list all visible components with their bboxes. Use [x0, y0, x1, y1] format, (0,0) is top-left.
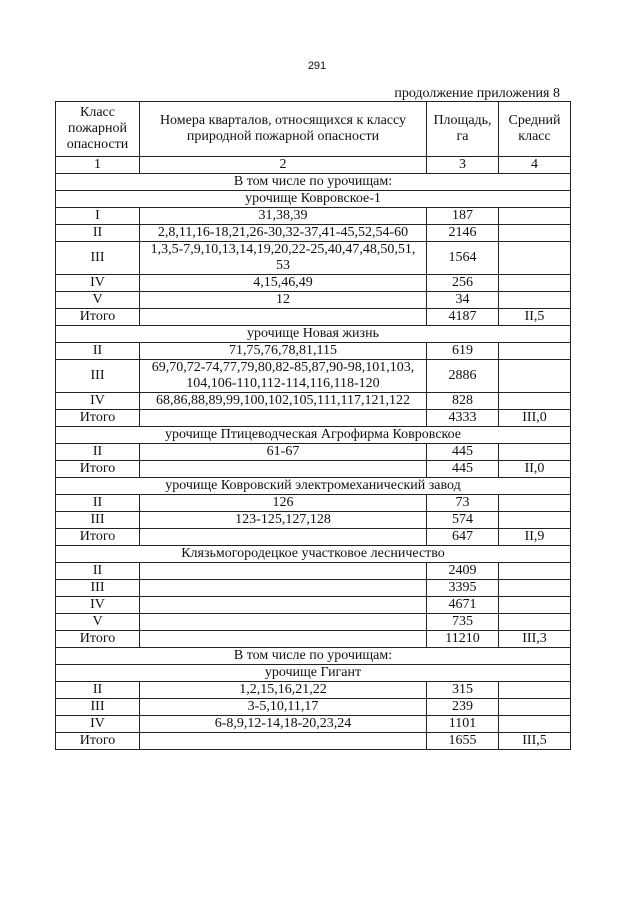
table-row	[56, 360, 571, 393]
total-row	[56, 529, 571, 546]
column-number: 4	[499, 157, 571, 174]
average-class-cell	[499, 563, 571, 580]
class-cell: IV	[56, 393, 140, 410]
area-cell: 187	[427, 208, 499, 225]
area-cell: 828	[427, 393, 499, 410]
quarters-cell: 1,2,15,16,21,22	[140, 682, 427, 699]
section-title: В том числе по урочищам:	[56, 648, 571, 665]
average-class-cell	[499, 495, 571, 512]
class-cell: II	[56, 563, 140, 580]
area-cell: 1564	[427, 242, 499, 275]
class-cell: IV	[56, 597, 140, 614]
quarters-cell	[140, 309, 427, 326]
average-class-cell	[499, 242, 571, 275]
column-number: 1	[56, 157, 140, 174]
quarters-cell: 1,3,5-7,9,10,13,14,19,20,22-25,40,47,48,50,51, 53	[140, 242, 427, 275]
section-title: урочище Гигант	[56, 665, 571, 682]
class-cell: III	[56, 580, 140, 597]
section-title: урочище Ковровское-1	[56, 191, 571, 208]
table-row	[56, 495, 571, 512]
average-class-cell	[499, 393, 571, 410]
section-row	[56, 427, 571, 444]
class-cell: Итого	[56, 309, 140, 326]
quarters-cell: 123-125,127,128	[140, 512, 427, 529]
section-title: Клязьмогородецкое участковое лесничество	[56, 546, 571, 563]
quarters-cell	[140, 614, 427, 631]
area-cell: 4333	[427, 410, 499, 427]
total-row	[56, 461, 571, 478]
section-title: урочище Ковровский электромеханический завод	[56, 478, 571, 495]
section-title: В том числе по урочищам:	[56, 174, 571, 191]
section-row	[56, 546, 571, 563]
average-class-cell	[499, 275, 571, 292]
class-cell: I	[56, 208, 140, 225]
header-row	[56, 102, 571, 157]
area-cell: 239	[427, 699, 499, 716]
average-class-cell	[499, 208, 571, 225]
section-row	[56, 478, 571, 495]
header-quarters: Номера кварталов, относящихся к классу природной пожарной опасности	[140, 102, 427, 157]
quarters-cell	[140, 631, 427, 648]
total-row	[56, 733, 571, 750]
area-cell: 256	[427, 275, 499, 292]
area-cell: 2886	[427, 360, 499, 393]
average-class-cell	[499, 597, 571, 614]
table-row	[56, 393, 571, 410]
area-cell: 1101	[427, 716, 499, 733]
table-row	[56, 292, 571, 309]
average-class-cell: II,5	[499, 309, 571, 326]
section-row	[56, 191, 571, 208]
quarters-cell: 12	[140, 292, 427, 309]
area-cell: 315	[427, 682, 499, 699]
quarters-cell: 2,8,11,16-18,21,26-30,32-37,41-45,52,54-60	[140, 225, 427, 242]
average-class-cell	[499, 360, 571, 393]
area-cell: 11210	[427, 631, 499, 648]
table-row	[56, 275, 571, 292]
quarters-cell	[140, 597, 427, 614]
total-row	[56, 631, 571, 648]
quarters-cell: 3-5,10,11,17	[140, 699, 427, 716]
section-row	[56, 648, 571, 665]
average-class-cell	[499, 614, 571, 631]
table-row	[56, 716, 571, 733]
average-class-cell	[499, 699, 571, 716]
table-row	[56, 580, 571, 597]
column-number: 3	[427, 157, 499, 174]
average-class-cell: III,0	[499, 410, 571, 427]
table-row	[56, 699, 571, 716]
class-cell: Итого	[56, 631, 140, 648]
class-cell: III	[56, 242, 140, 275]
area-cell: 619	[427, 343, 499, 360]
header-area: Площадь, га	[427, 102, 499, 157]
quarters-cell	[140, 563, 427, 580]
section-title: урочище Птицеводческая Агрофирма Ковровское	[56, 427, 571, 444]
table-row	[56, 682, 571, 699]
class-cell: Итого	[56, 733, 140, 750]
table-row	[56, 225, 571, 242]
area-cell: 445	[427, 444, 499, 461]
class-cell: II	[56, 343, 140, 360]
class-cell: II	[56, 225, 140, 242]
average-class-cell	[499, 682, 571, 699]
class-cell: II	[56, 444, 140, 461]
class-cell: II	[56, 682, 140, 699]
area-cell: 2409	[427, 563, 499, 580]
total-row	[56, 410, 571, 427]
table-row	[56, 343, 571, 360]
quarters-cell: 4,15,46,49	[140, 275, 427, 292]
table-row	[56, 444, 571, 461]
average-class-cell	[499, 225, 571, 242]
class-cell: IV	[56, 275, 140, 292]
column-number: 2	[140, 157, 427, 174]
section-title: урочище Новая жизнь	[56, 326, 571, 343]
area-cell: 647	[427, 529, 499, 546]
area-cell: 735	[427, 614, 499, 631]
class-cell: V	[56, 292, 140, 309]
average-class-cell: II,0	[499, 461, 571, 478]
class-cell: III	[56, 360, 140, 393]
table-row	[56, 512, 571, 529]
class-cell: II	[56, 495, 140, 512]
average-class-cell	[499, 512, 571, 529]
class-cell: Итого	[56, 461, 140, 478]
class-cell: Итого	[56, 529, 140, 546]
average-class-cell: III,5	[499, 733, 571, 750]
class-cell: III	[56, 699, 140, 716]
average-class-cell	[499, 343, 571, 360]
total-row	[56, 309, 571, 326]
quarters-cell: 69,70,72-74,77,79,80,82-85,87,90-98,101,103, 104,106-110,112-114,116,118-120	[140, 360, 427, 393]
average-class-cell	[499, 444, 571, 461]
area-cell: 1655	[427, 733, 499, 750]
header-average-class: Средний класс	[499, 102, 571, 157]
class-cell: III	[56, 512, 140, 529]
section-row	[56, 665, 571, 682]
average-class-cell	[499, 716, 571, 733]
quarters-cell	[140, 529, 427, 546]
continuation-note: продолжение приложения 8	[394, 86, 560, 101]
area-cell: 4187	[427, 309, 499, 326]
quarters-cell	[140, 580, 427, 597]
area-cell: 2146	[427, 225, 499, 242]
average-class-cell: II,9	[499, 529, 571, 546]
quarters-cell: 31,38,39	[140, 208, 427, 225]
area-cell: 4671	[427, 597, 499, 614]
class-cell: V	[56, 614, 140, 631]
quarters-cell: 68,86,88,89,99,100,102,105,111,117,121,122	[140, 393, 427, 410]
page-number: 291	[307, 60, 327, 72]
area-cell: 445	[427, 461, 499, 478]
area-cell: 34	[427, 292, 499, 309]
average-class-cell	[499, 292, 571, 309]
table-row	[56, 614, 571, 631]
area-cell: 73	[427, 495, 499, 512]
average-class-cell: III,3	[499, 631, 571, 648]
section-row	[56, 326, 571, 343]
table-row	[56, 597, 571, 614]
area-cell: 574	[427, 512, 499, 529]
area-cell: 3395	[427, 580, 499, 597]
quarters-cell: 6-8,9,12-14,18-20,23,24	[140, 716, 427, 733]
quarters-cell	[140, 461, 427, 478]
quarters-cell	[140, 733, 427, 750]
quarters-cell	[140, 410, 427, 427]
fire-danger-table	[55, 101, 571, 750]
column-number-row	[56, 157, 571, 174]
average-class-cell	[499, 580, 571, 597]
quarters-cell: 126	[140, 495, 427, 512]
table-row	[56, 563, 571, 580]
class-cell: IV	[56, 716, 140, 733]
table-row	[56, 208, 571, 225]
section-row	[56, 174, 571, 191]
table-row	[56, 242, 571, 275]
quarters-cell: 61-67	[140, 444, 427, 461]
quarters-cell: 71,75,76,78,81,115	[140, 343, 427, 360]
header-class: Класс пожарной опасности	[56, 102, 140, 157]
class-cell: Итого	[56, 410, 140, 427]
